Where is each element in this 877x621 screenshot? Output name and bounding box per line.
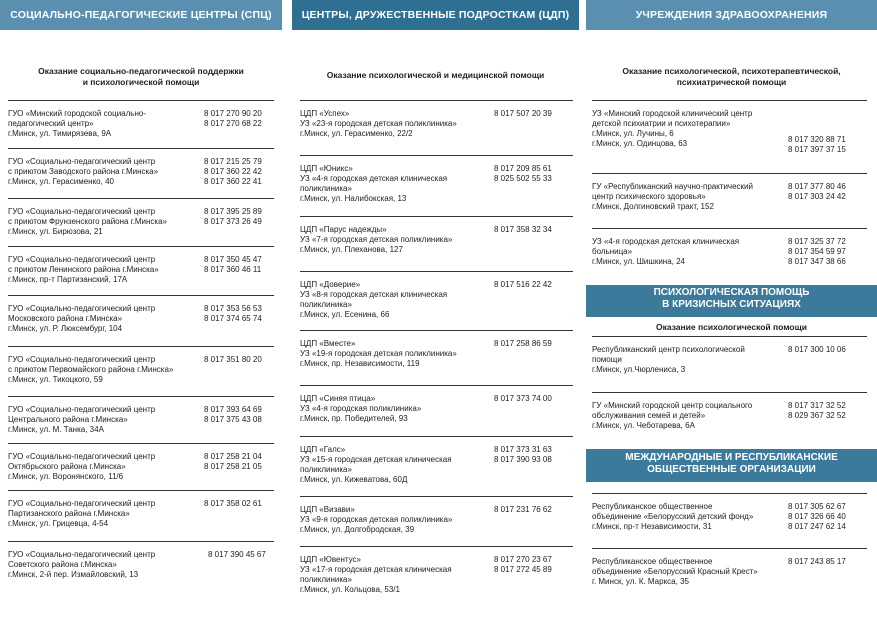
list-item — [592, 493, 867, 531]
entry-name: Республиканское общественное объединение «Белорусский детский фонд» г.Минск, пр-т Независимости, 31 — [592, 502, 754, 531]
entry-name: ГУО «Социально-педагогический центр с приютом Первомайского района г.Минска» г.Минск, ул. Тикоцкого, 59 — [8, 355, 174, 384]
entry-name: ЦДП «Вместе» УЗ «19-я городская детская поликлиника» г.Минск, пр. Независимости, 119 — [300, 339, 457, 368]
entry-phones: 8 017 209 85 61 8 025 502 55 33 — [494, 164, 552, 183]
entry-name: ЦДП «Парус надежды» УЗ «7-я городская детская поликлиника» г.Минск, ул. Плеханова, 127 — [300, 225, 453, 254]
entry-list — [8, 0, 274, 621]
entry-phones: 8 017 243 85 17 — [788, 557, 846, 566]
entry-phones: 8 017 258 21 04 8 017 258 21 05 — [204, 452, 262, 471]
entry-phones: 8 017 358 02 61 — [204, 499, 262, 508]
entry-name: ЦДП «Синяя птица» УЗ «4-я городская поликлиника» г.Минск, пр. Победителей, 93 — [300, 394, 422, 423]
list-item — [300, 385, 573, 423]
list-item — [8, 198, 274, 236]
section-crisis-header: ПСИХОЛОГИЧЕСКАЯ ПОМОЩЬ В КРИЗИСНЫХ СИТУАЦИЯХ — [586, 285, 877, 317]
entry-phones: 8 017 320 88 71 8 017 397 37 15 — [788, 135, 846, 154]
entry-phones: 8 017 395 25 89 8 017 373 26 49 — [204, 207, 262, 226]
entry-phones: 8 017 390 45 67 — [208, 550, 266, 559]
entry-name: ЦДП «Визави» УЗ «9-я городская детская поликлиника» г.Минск, ул. Долгобродская, 39 — [300, 505, 453, 534]
entry-name: ГУО «Минский городской социально- педагогический центр» г.Минск, ул. Тимирязева, 9А — [8, 109, 146, 138]
entry-phones: 8 017 300 10 06 — [788, 345, 846, 354]
entry-name: ГУ «Минский городской центр социального обслуживания семей и детей» г.Минск, ул. Чеботарева, 6А — [592, 401, 753, 430]
entry-name: ГУО «Социально-педагогический центр с приютом Ленинского района г.Минска» г.Минск, пр-т Партизанский, 17А — [8, 255, 159, 284]
list-item — [8, 396, 274, 434]
section-crisis-subtitle: Оказание психологической помощи — [656, 322, 807, 332]
entry-name: ГУО «Социально-педагогический центр с приютом Заводского района г.Минска» г.Минск, ул. Герасименко, 40 — [8, 157, 159, 186]
list-item — [8, 246, 274, 284]
entry-name: ГУО «Социально-педагогический центр с приютом Фрунзенского района г.Минска» г.Минск, ул. Бирюзова, 21 — [8, 207, 167, 236]
entry-name: ГУО «Социально-педагогический центр Московского района г.Минска» г.Минск, ул. Р. Люксембург, 104 — [8, 304, 156, 333]
entry-phones: 8 017 215 25 79 8 017 360 22 42 8 017 360 22 41 — [204, 157, 262, 186]
list-item — [300, 155, 573, 203]
entry-phones: 8 017 351 80 20 — [204, 355, 262, 364]
column-subtitle: Оказание социально-педагогической поддержки и психологической помощи — [38, 66, 244, 87]
list-item — [300, 271, 573, 319]
entry-name: ГУО «Социально-педагогический центр Советского района г.Минска» г.Минск, 2-й пер. Измайловский, 13 — [8, 550, 156, 579]
entry-name: ГУО «Социально-педагогический центр Октябрьского района г.Минска» г.Минск, ул. Воронянского, 11/6 — [8, 452, 156, 481]
entry-name: ЦДП «Доверие» УЗ «8-я городская детская клиническая поликлиника» г.Минск, ул. Есенина, 66 — [300, 280, 448, 319]
entry-phones: 8 017 305 62 67 8 017 326 66 40 8 017 247 62 14 — [788, 502, 846, 531]
list-item — [8, 100, 274, 138]
entry-name: Республиканское общественное объединение «Белорусский Красный Крест» г. Минск, ул. К. Маркса, 35 — [592, 557, 758, 586]
list-item — [8, 295, 274, 333]
organizations-list — [592, 0, 867, 621]
list-item — [8, 490, 274, 528]
list-item — [300, 546, 573, 594]
list-item — [592, 548, 867, 586]
column-youth-friendly-centers — [292, 0, 579, 621]
entry-name: ЦДП «Ювентус» УЗ «17-я городская детская клиническая поликлиника» г.Минск, ул. Кольцова, 53/1 — [300, 555, 452, 594]
entry-phones: 8 017 373 74 00 — [494, 394, 552, 403]
list-item — [8, 541, 274, 579]
list-item — [8, 443, 274, 481]
entry-phones: 8 017 350 45 47 8 017 360 46 11 — [204, 255, 262, 274]
entry-phones: 8 017 270 23 67 8 017 272 45 89 — [494, 555, 552, 574]
entry-phones: 8 017 393 64 69 8 017 375 43 08 — [204, 405, 262, 424]
entry-phones: 8 017 358 32 34 — [494, 225, 552, 234]
list-item — [300, 436, 573, 484]
entry-name: УЗ «Минский городской клинический центр детской психиатрии и психотерапии» г.Минск, ул. Лучины, 6 г.Минск, ул. Одинцова, 63 — [592, 109, 753, 148]
entry-phones: 8 017 325 37 72 8 017 354 59 97 8 017 347 38 66 — [788, 237, 846, 266]
entry-phones: 8 017 516 22 42 — [494, 280, 552, 289]
entry-name: ЦДП «Успех» УЗ «23-я городская детская поликлиника» г.Минск, ул. Герасименко, 22/2 — [300, 109, 457, 138]
list-item — [300, 216, 573, 254]
entry-name: ГУ «Республиканский научно-практический центр психического здоровья» г.Минск, Долгиновский тракт, 152 — [592, 182, 753, 211]
entry-phones: 8 017 507 20 39 — [494, 109, 552, 118]
column-header: СОЦИАЛЬНО-ПЕДАГОГИЧЕСКИЕ ЦЕНТРЫ (СПЦ) — [0, 0, 282, 30]
entry-phones: 8 017 258 86 59 — [494, 339, 552, 348]
entry-name: ГУО «Социально-педагогический центр Центрального района г.Минска» г.Минск, ул. М. Танка, 34А — [8, 405, 156, 434]
column-subtitle: Оказание психологической, психотерапевтической, психиатрической помощи — [622, 66, 841, 87]
column-social-pedagogical — [0, 0, 282, 621]
entry-phones: 8 017 353 56 53 8 017 374 65 74 — [204, 304, 262, 323]
list-item — [8, 148, 274, 186]
entry-phones: 8 017 317 32 52 8 029 367 32 52 — [788, 401, 846, 420]
entry-name: УЗ «4-я городская детская клиническая больница» г.Минск, ул. Шишкина, 24 — [592, 237, 740, 266]
column-subtitle: Оказание психологической и медицинской помощи — [326, 70, 545, 80]
entry-name: Республиканский центр психологической помощи г.Минск, ул.Чюрлениса, 3 — [592, 345, 745, 374]
entry-name: ГУО «Социально-педагогический центр Партизанского района г.Минска» г.Минск, ул. Грицевца, 4-54 — [8, 499, 156, 528]
entry-phones: 8 017 373 31 63 8 017 390 93 08 — [494, 445, 552, 464]
entry-phones: 8 017 270 90 20 8 017 270 68 22 — [204, 109, 262, 128]
list-item — [8, 346, 274, 384]
entry-phones: 8 017 377 80 46 8 017 303 24 42 — [788, 182, 846, 201]
entry-name: ЦДП «Юникс» УЗ «4-я городская детская клиническая поликлиника» г.Минск, ул. Налибокская, 13 — [300, 164, 448, 203]
section-organizations-header: МЕЖДУНАРОДНЫЕ И РЕСПУБЛИКАНСКИЕ ОБЩЕСТВЕННЫЕ ОРГАНИЗАЦИИ — [586, 449, 877, 482]
column-header: УЧРЕЖДЕНИЯ ЗДРАВООХРАНЕНИЯ — [586, 0, 877, 30]
column-healthcare — [586, 0, 877, 621]
list-item — [300, 100, 573, 138]
entry-name: ЦДП «Галс» УЗ «15-я городская детская клиническая поликлиника» г.Минск, ул. Кижеватова, 60Д — [300, 445, 452, 484]
list-item — [300, 496, 573, 534]
entry-list — [300, 0, 573, 621]
column-header: ЦЕНТРЫ, ДРУЖЕСТВЕННЫЕ ПОДРОСТКАМ (ЦДП) — [292, 0, 579, 30]
entry-phones: 8 017 231 76 62 — [494, 505, 552, 514]
list-item — [300, 330, 573, 368]
